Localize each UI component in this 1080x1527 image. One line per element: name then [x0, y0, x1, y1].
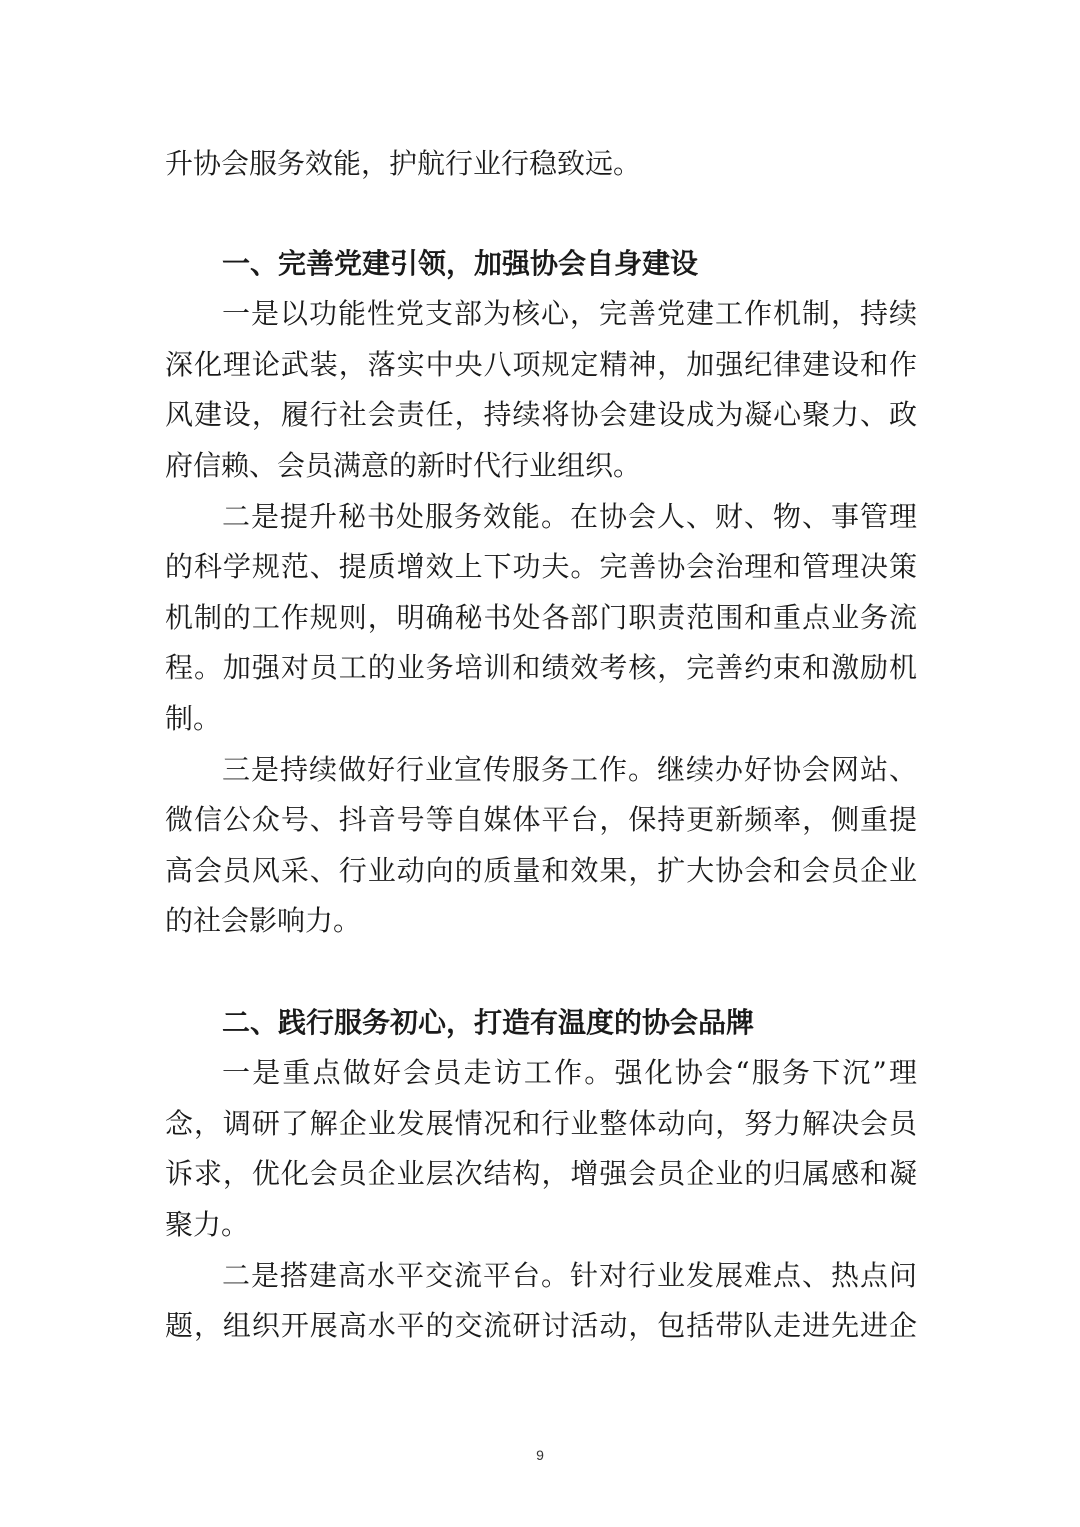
- paragraph-line: 的科学规范、提质增效上下功夫。完善协会治理和管理决策: [165, 550, 917, 583]
- paragraph-line: 一是重点做好会员走访工作。强化协会“服务下沉”理: [222, 1056, 917, 1089]
- section-heading-2: 二、践行服务初心，打造有温度的协会品牌: [222, 1006, 755, 1039]
- paragraph-line: 念，调研了解企业发展情况和行业整体动向，努力解决会员: [165, 1107, 917, 1140]
- paragraph-line: 二是搭建高水平交流平台。针对行业发展难点、热点问: [222, 1259, 917, 1292]
- page-number: 9: [536, 1447, 544, 1463]
- paragraph-line: 三是持续做好行业宣传服务工作。继续办好协会网站、: [222, 753, 917, 786]
- paragraph-line: 风建设，履行社会责任，持续将协会建设成为凝心聚力、政: [165, 398, 917, 431]
- section-heading-1: 一、完善党建引领，加强协会自身建设: [222, 247, 699, 280]
- paragraph-line: 升协会服务效能，护航行业行稳致远。: [165, 147, 642, 180]
- paragraph-line: 高会员风采、行业动向的质量和效果，扩大协会和会员企业: [165, 854, 917, 887]
- paragraph-line: 深化理论武装，落实中央八项规定精神，加强纪律建设和作: [165, 348, 917, 381]
- paragraph-line: 制。: [165, 702, 222, 735]
- paragraph-line: 的社会影响力。: [165, 904, 362, 937]
- paragraph-line: 机制的工作规则，明确秘书处各部门职责范围和重点业务流: [165, 601, 917, 634]
- paragraph-line: 诉求，优化会员企业层次结构，增强会员企业的归属感和凝: [165, 1157, 917, 1190]
- paragraph-line: 程。加强对员工的业务培训和绩效考核，完善约束和激励机: [165, 651, 917, 684]
- paragraph-line: 微信公众号、抖音号等自媒体平台，保持更新频率，侧重提: [165, 803, 917, 836]
- paragraph-line: 一是以功能性党支部为核心，完善党建工作机制，持续: [222, 297, 917, 330]
- paragraph-line: 题，组织开展高水平的交流研讨活动，包括带队走进先进企: [165, 1309, 917, 1342]
- paragraph-line: 府信赖、会员满意的新时代行业组织。: [165, 449, 642, 482]
- paragraph-line: 聚力。: [165, 1208, 250, 1241]
- paragraph-line: 二是提升秘书处服务效能。在协会人、财、物、事管理: [222, 500, 917, 533]
